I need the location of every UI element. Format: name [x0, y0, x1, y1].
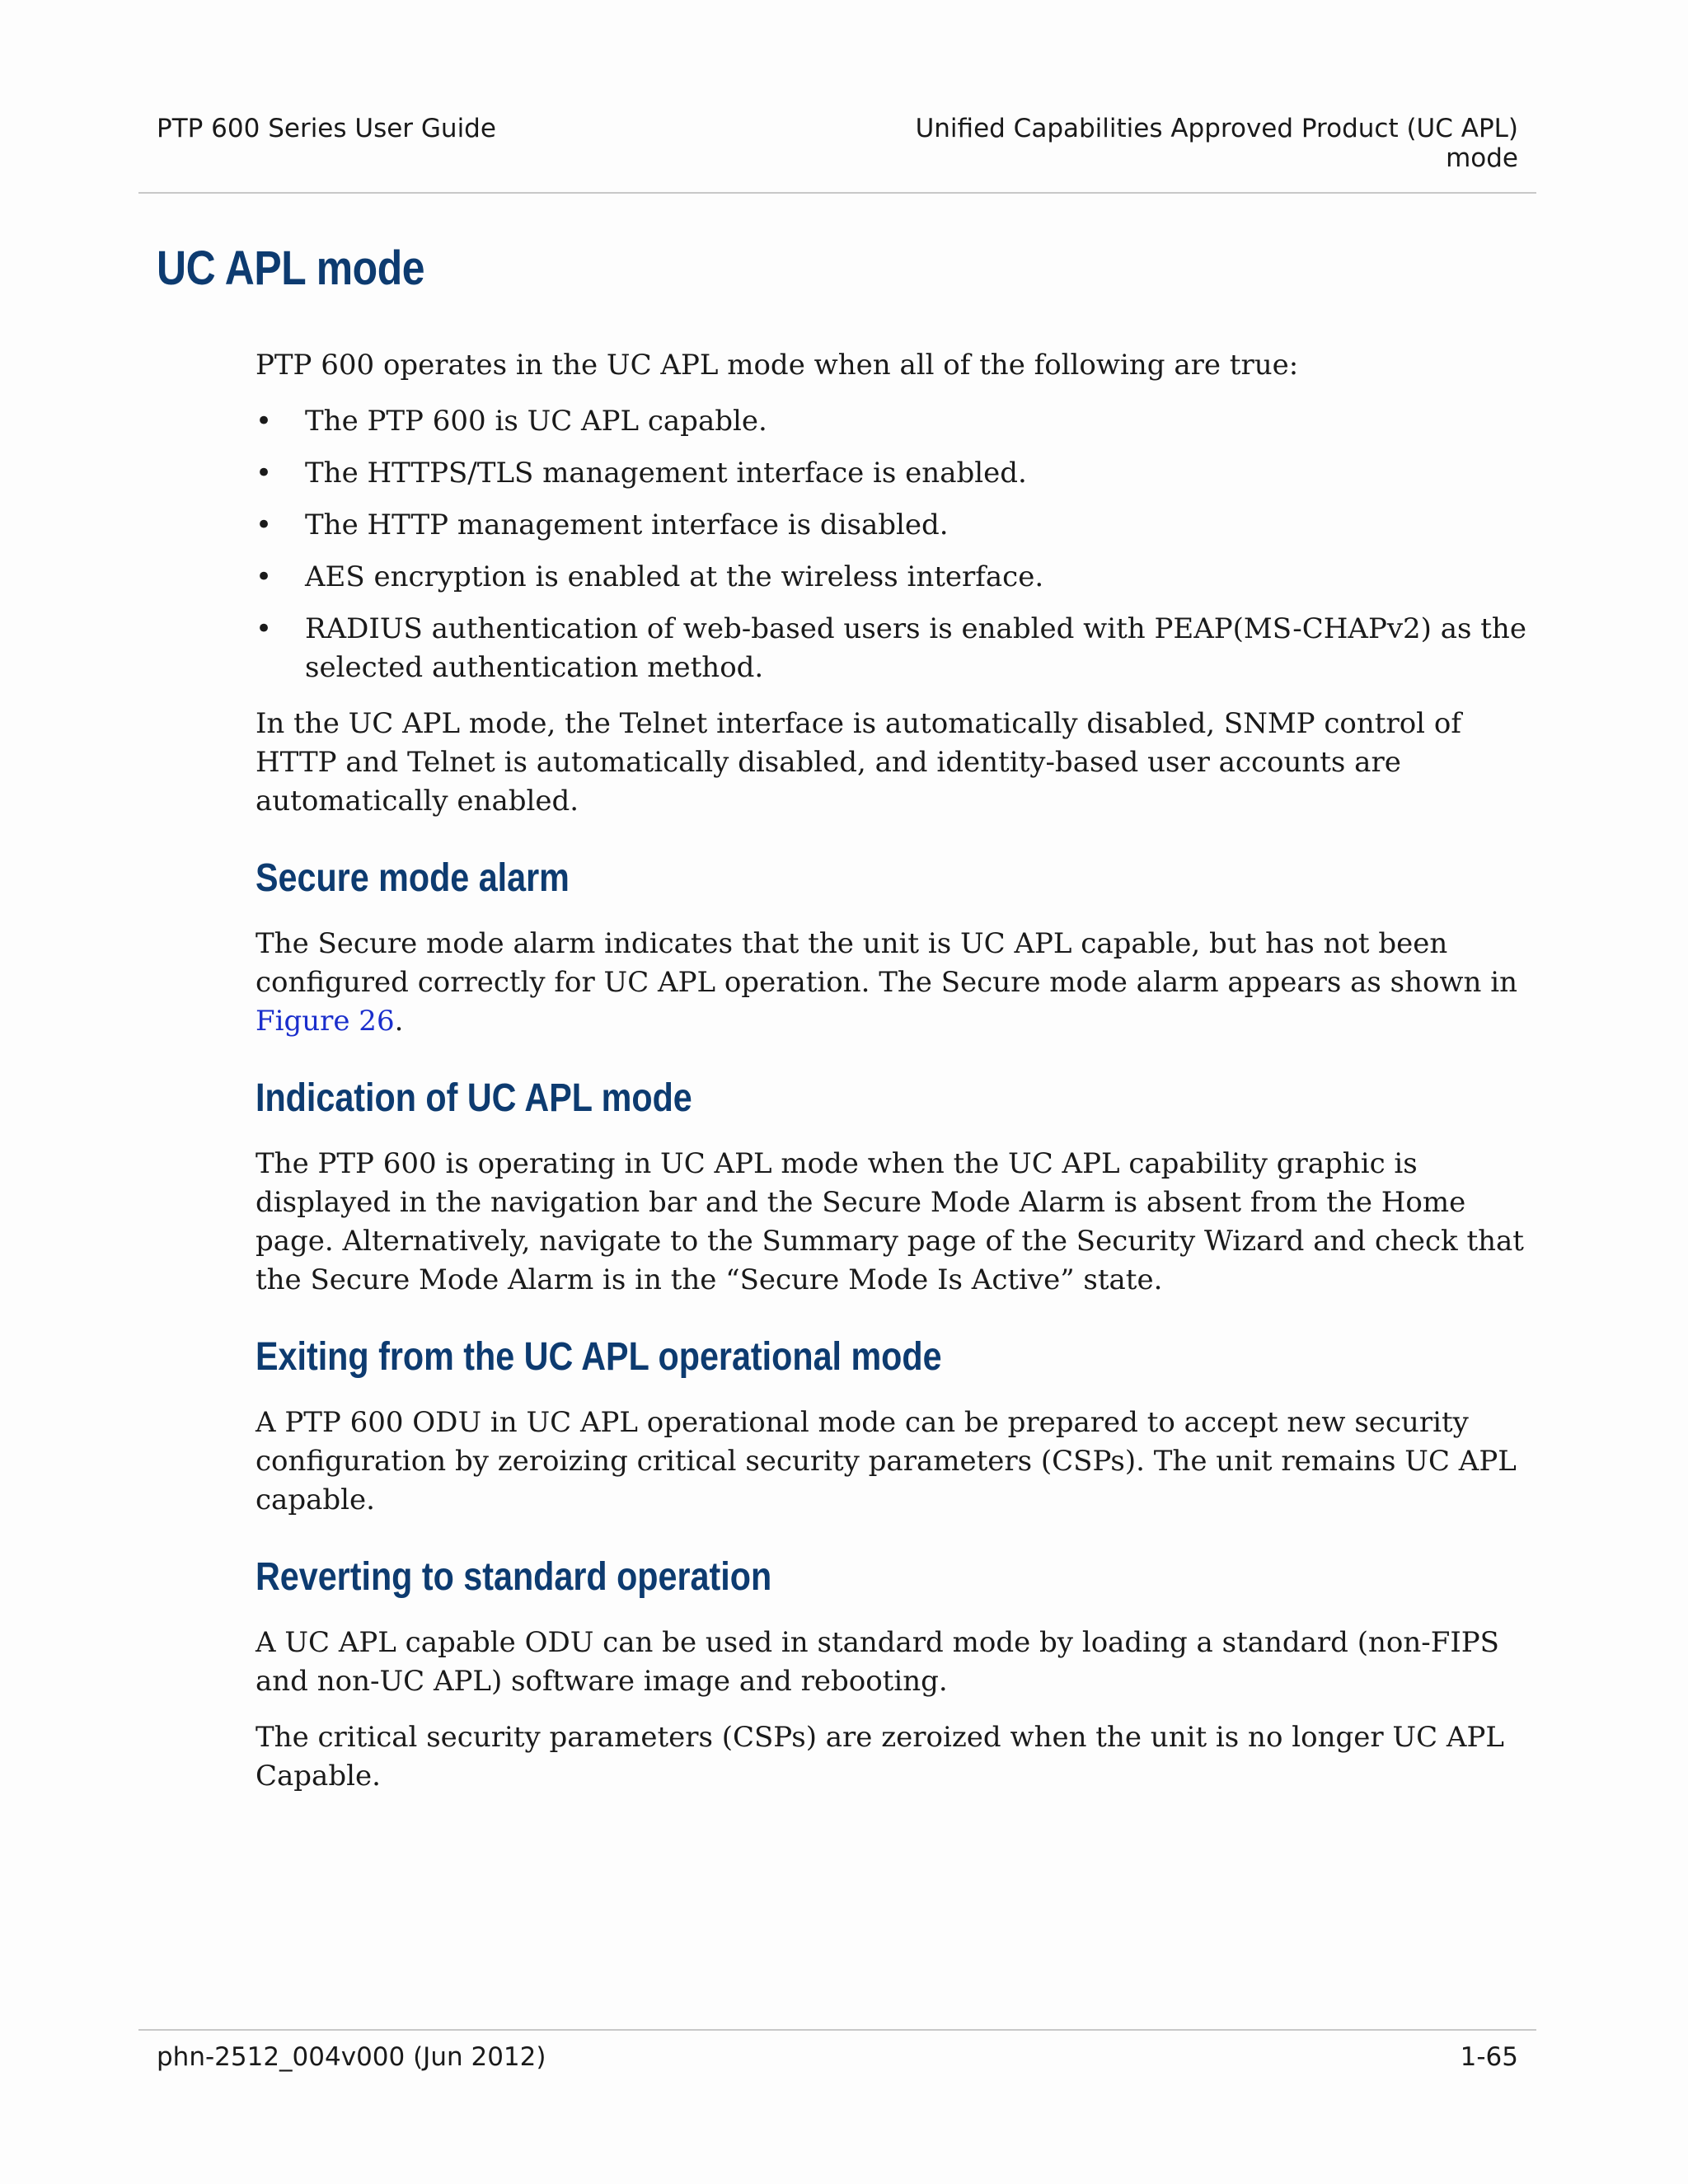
- section-heading-reverting: Reverting to standard operation: [256, 1555, 772, 1599]
- bullet-icon: •: [256, 509, 273, 541]
- list-item-text: The HTTPS/TLS management interface is enabled.: [305, 457, 1027, 490]
- exiting-paragraph: A PTP 600 ODU in UC APL operational mode can be prepared to accept new security configuration by zeroizing critical security parameters (CSPs). The unit remains UC APL capable.: [256, 1406, 1517, 1516]
- list-item-text: AES encryption is enabled at the wireless interface.: [305, 560, 1044, 593]
- bullet-icon: •: [256, 405, 273, 438]
- bullet-icon: •: [256, 560, 273, 593]
- secure-alarm-period: .: [394, 1005, 404, 1038]
- list-item: [256, 610, 1541, 687]
- header-divider: [138, 192, 1536, 194]
- reverting-paragraph-2: The critical security parameters (CSPs) are zeroized when the unit is no longer UC APL Capable.: [256, 1721, 1504, 1793]
- bullet-icon: •: [256, 612, 273, 645]
- indication-paragraph: The PTP 600 is operating in UC APL mode when the UC APL capability graphic is displayed in the navigation bar and the Secure Mode Alarm is absent from the Home page. Alternatively, navigate to the Summary page of the Security Wizard and check that the Secure Mode Alarm is in the “Secure Mode Is Active” state.: [256, 1147, 1524, 1296]
- list-item: [256, 402, 1541, 441]
- secure-alarm-text: The Secure mode alarm indicates that the unit is UC APL capable, but has not been configured correctly for UC APL operation. The Secure mode alarm appears as shown in: [256, 927, 1518, 999]
- list-item-text: RADIUS authentication of web-based users is enabled with PEAP(MS-CHAPv2) as the selected authentication method.: [305, 612, 1526, 684]
- header-doc-title: PTP 600 Series User Guide: [157, 114, 496, 143]
- conditions-list: [256, 402, 1541, 687]
- intro-paragraph: PTP 600 operates in the UC APL mode when all of the following are true:: [256, 349, 1299, 382]
- section-heading-exiting: Exiting from the UC APL operational mode: [256, 1335, 942, 1379]
- list-item: [256, 454, 1541, 493]
- list-item-text: The PTP 600 is UC APL capable.: [305, 405, 767, 438]
- footer-doc-id: phn-2512_004v000 (Jun 2012): [157, 2042, 546, 2072]
- section-heading-indication: Indication of UC APL mode: [256, 1076, 692, 1120]
- bullet-icon: •: [256, 457, 273, 490]
- page-title: UC APL mode: [157, 241, 425, 295]
- section-heading-secure-mode-alarm: Secure mode alarm: [256, 856, 570, 900]
- footer-divider: [138, 2029, 1536, 2031]
- list-item: [256, 558, 1541, 597]
- header-chapter-title: [776, 114, 1518, 173]
- list-item-text: The HTTP management interface is disabled.: [305, 509, 949, 541]
- reverting-paragraph-1: A UC APL capable ODU can be used in standard mode by loading a standard (non-FIPS and non-UC APL) software image and rebooting.: [256, 1626, 1499, 1698]
- figure-26-link[interactable]: Figure 26: [256, 1005, 395, 1038]
- secure-alarm-paragraph: [256, 925, 1541, 1041]
- header-chapter-line-2: mode: [1446, 143, 1518, 173]
- telnet-paragraph: In the UC APL mode, the Telnet interface is automatically disabled, SNMP control of HTTP and Telnet is automatically disabled, and identity-based user accounts are automatically enabled.: [256, 707, 1461, 818]
- list-item: [256, 506, 1541, 545]
- header-chapter-line-1: Unified Capabilities Approved Product (UC APL): [915, 114, 1518, 143]
- main-content: [256, 346, 1541, 1813]
- page-number: 1-65: [1460, 2042, 1518, 2072]
